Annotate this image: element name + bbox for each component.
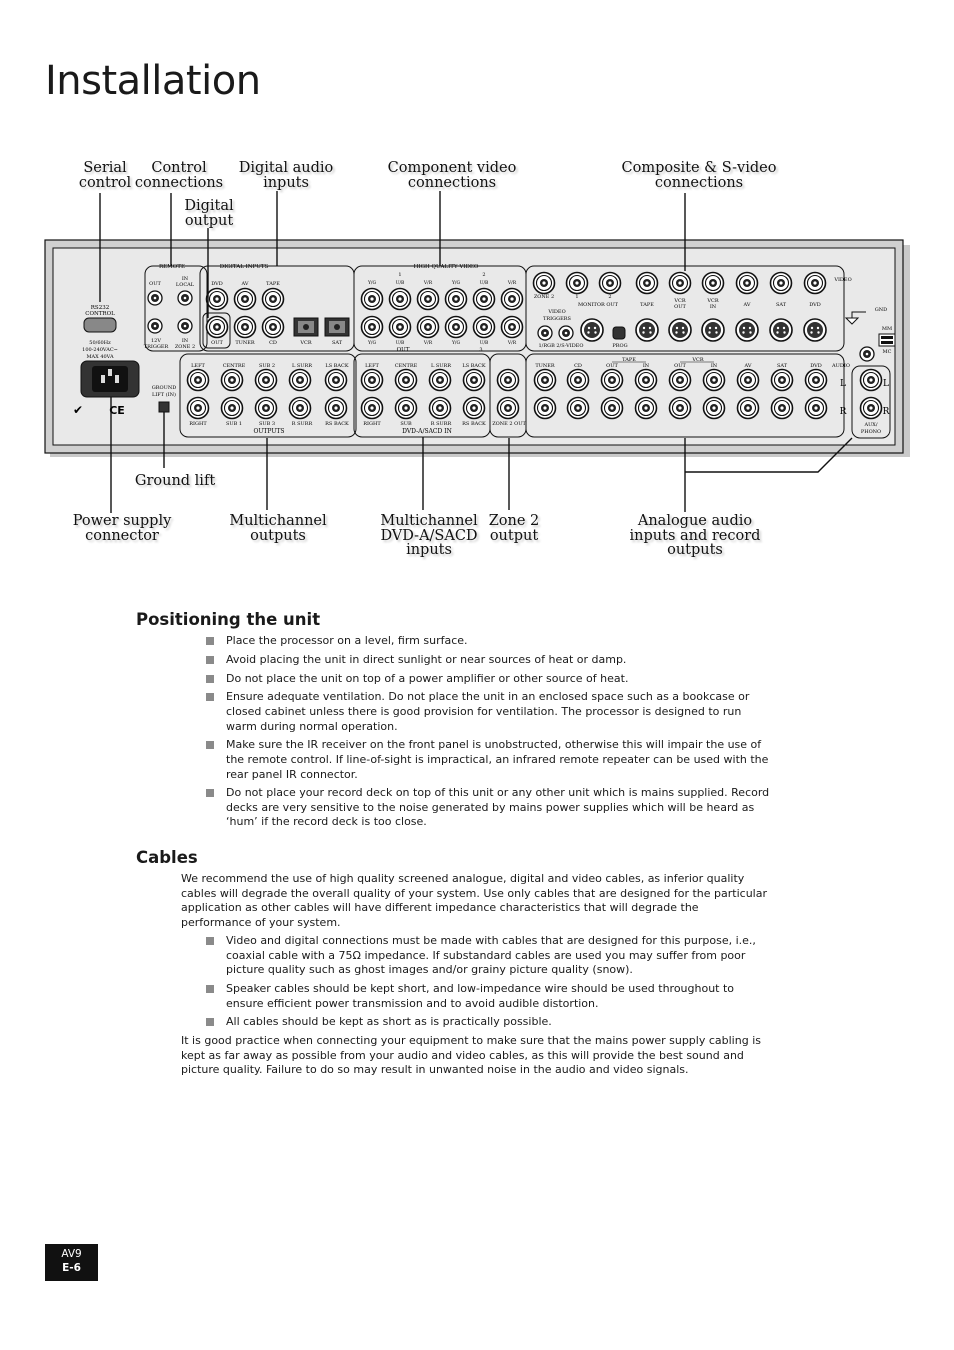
svg-text:TRIGGERS: TRIGGERS [543,316,571,322]
svg-text:OUT: OUT [149,281,161,287]
phono-gnd-post[interactable] [860,347,874,361]
svg-text:OUT: OUT [396,347,410,353]
svg-text:AV: AV [744,363,752,369]
svg-text:L: L [883,379,889,389]
svg-text:SUB 1: SUB 1 [225,421,243,427]
svg-text:U/B: U/B [395,341,405,346]
aux-phono-right-jack[interactable] [861,398,882,419]
aux-phono-left-jack[interactable] [861,370,882,391]
list-item: Do not place the unit on top of a power amplifier or other source of heat. [181,672,771,687]
svg-text:TAPE: TAPE [640,302,654,308]
svg-text:MM: MM [881,326,893,332]
cables-heading: Cables [136,848,198,867]
rs232-port[interactable] [84,318,116,332]
svg-text:U/B: U/B [479,341,489,346]
svg-text:Y/G: Y/G [451,281,461,286]
svg-text:OUT: OUT [674,363,686,369]
digital-out-jack[interactable] [207,317,228,338]
svg-text:2: 2 [608,294,612,300]
svg-text:DVD-A/SACD IN: DVD-A/SACD IN [402,428,452,435]
callout-digital-output: Digital output [184,198,234,229]
list-item: Video and digital connections must be made with cables that are designed for this purpose, i.e., coaxial cable with a 75Ω impedance. If substandard cables are used you may suffer from poor picture quality such as ghost images and/or grainy picture quality (snow). [181,934,771,978]
model-label: AV9 [61,1248,82,1260]
svg-text:AV: AV [241,281,249,287]
remote-in-zone2-jack[interactable] [178,319,192,333]
svg-text:MAX 40VA: MAX 40VA [86,354,114,360]
svg-text:DVD: DVD [211,281,223,287]
svg-text:Y/G: Y/G [451,341,461,346]
svg-text:PHONO: PHONO [860,429,882,435]
svg-text:OUT: OUT [674,304,686,310]
svg-text:1: 1 [398,272,402,278]
callout-power-supply: Power supply connector [72,513,172,544]
bullet-square-icon [206,1018,214,1026]
svg-text:L: L [840,379,846,389]
ground-lift-label: GROUND [151,385,177,391]
bullet-square-icon [206,675,214,683]
svg-text:MC: MC [882,349,892,355]
svg-text:IN: IN [709,304,717,310]
svg-text:AUX/: AUX/ [864,422,878,428]
callout-control-connections: Control connections [134,160,224,191]
zone2-out-right-jack[interactable] [498,398,519,419]
bullet-square-icon [206,637,214,645]
svg-text:MONITOR OUT: MONITOR OUT [577,302,619,308]
svg-text:CD: CD [269,340,277,346]
svg-text:TUNER: TUNER [235,340,255,346]
svg-text:TAPE: TAPE [622,357,636,363]
svg-text:VCR: VCR [674,298,686,304]
optical-in-vcr-port[interactable] [294,318,318,336]
list-item: Place the processor on a level, firm surface. [181,634,771,649]
rear-panel-diagram [0,0,954,600]
prog-button[interactable] [613,327,625,339]
callout-multichannel-inputs: Multichannel DVD-A/SACD inputs [380,513,478,558]
hqv-label: HIGH QUALITY VIDEO [413,264,479,270]
page-title: Installation [45,58,261,104]
svg-text:LS BACK: LS BACK [325,363,349,369]
svg-text:CENTRE: CENTRE [394,363,418,369]
svg-text:DVD: DVD [810,363,822,369]
callout-composite-svideo: Composite & S-video connections [621,160,777,191]
svg-text:1/RGB 2/S-VIDEO: 1/RGB 2/S-VIDEO [538,343,584,349]
svg-text:U/B: U/B [395,281,405,286]
optical-in-sat-port[interactable] [325,318,349,336]
svg-text:SUB 2: SUB 2 [258,363,276,369]
ce-mark-icon: CE [109,404,125,417]
remote-out-jack[interactable] [148,291,162,305]
svg-text:LIFT (IN): LIFT (IN) [152,392,176,398]
svg-text:LOCAL: LOCAL [175,282,195,288]
digital-in-cd-jack[interactable] [263,317,284,338]
callout-ground-lift: Ground lift [134,473,216,489]
svg-text:SUB 3: SUB 3 [258,421,276,427]
svg-text:PROG: PROG [612,343,628,349]
mains-rating-label: 50/60Hz [89,340,111,346]
svg-text:IN: IN [181,276,189,282]
ground-lift-switch[interactable] [159,402,169,412]
svg-text:IN: IN [710,363,718,369]
svg-text:GND: GND [874,307,888,313]
bullet-square-icon [206,985,214,993]
svg-text:LS BACK: LS BACK [462,363,486,369]
bullet-square-icon [206,741,214,749]
svg-text:SAT: SAT [775,302,787,308]
svg-text:IN: IN [642,363,650,369]
positioning-heading: Positioning the unit [136,610,321,629]
svg-text:RS BACK: RS BACK [462,421,486,427]
approval-mark-icon: ✔ [72,403,84,417]
svg-text:R SURR: R SURR [430,421,452,427]
zone2-out-left-jack[interactable] [498,370,519,391]
svg-text:SUB: SUB [400,421,412,427]
svg-text:SAT: SAT [331,340,343,346]
svg-text:ZONE 2 OUT: ZONE 2 OUT [492,421,526,427]
svg-text:RS BACK: RS BACK [325,421,349,427]
svg-text:IN: IN [181,338,189,344]
svg-text:R: R [839,407,847,417]
callout-analogue-audio: Analogue audio inputs and record outputs [629,513,761,558]
svg-text:L SURR: L SURR [291,363,313,369]
remote-in-local-jack[interactable] [178,291,192,305]
svg-text:VCR: VCR [300,340,312,346]
digital-in-dvd-jack[interactable] [207,289,228,310]
svg-text:CENTRE: CENTRE [222,363,246,369]
svg-text:OUTPUTS: OUTPUTS [253,428,285,435]
composite-video-jacks[interactable] [534,273,826,294]
svg-text:TUNER: TUNER [535,363,555,369]
digital-inputs-label: DIGITAL INPUTS [219,264,269,270]
svg-text:V/R: V/R [423,281,433,286]
svg-text:100-240VAC~: 100-240VAC~ [82,347,118,353]
bullet-square-icon [206,789,214,797]
svg-text:OUT: OUT [606,363,618,369]
video-trigger-2-jack[interactable] [559,326,573,340]
svg-text:RIGHT: RIGHT [189,421,207,427]
bullet-square-icon [206,693,214,701]
positioning-list [181,634,771,834]
svg-text:R: R [882,407,890,417]
svg-text:R SURR: R SURR [291,421,313,427]
bullet-square-icon [206,937,214,945]
mm-mc-switch[interactable] [879,334,895,346]
svg-text:TRIGGER: TRIGGER [143,344,169,350]
digital-in-tape-jack[interactable] [263,289,284,310]
trigger-jack[interactable] [148,319,162,333]
cables-intro: We recommend the use of high quality screened analogue, digital and video cables, as inferior quality cables will degrade the overall quality of your system. Use only cables that are designed for the particular application as other cables will have different impedance characteristics that will degrade the performance of your system. [181,872,767,929]
svg-text:V/R: V/R [507,341,517,346]
svg-text:VIDEO: VIDEO [834,277,852,283]
svg-text:3: 3 [479,347,483,353]
svg-text:LEFT: LEFT [365,363,379,369]
cables-outro: It is good practice when connecting your equipment to make sure that the mains power supply cabling is kept as far away as possible from your audio and video cables, as this will provide the best sound and picture quality. Failure to do so may result in unwanted noise in the audio and video signals. [181,1034,761,1077]
list-item: Ensure adequate ventilation. Do not place the unit in an enclosed space such as a bookcase or closed cabinet unless there is good provision for ventilation. The processor is designed to run warm during normal operation. [181,690,771,734]
digital-in-tuner-jack[interactable] [235,317,256,338]
svg-text:TAPE: TAPE [266,281,280,287]
callout-component-video: Component video connections [387,160,517,191]
svg-text:AV: AV [743,302,751,308]
svg-text:Y/G: Y/G [367,341,377,346]
rear-panel-svg [0,0,954,600]
list-item: Speaker cables should be kept short, and low-impedance wire should be used throughout to ensure efficient power transmission and to avoid audible distortion. [181,982,771,1011]
rs232-label: RS232 CONTROL [85,305,115,317]
page-number: E-6 [62,1262,81,1274]
svg-text:VCR: VCR [692,357,704,363]
svg-text:AUDIO: AUDIO [832,363,850,369]
svg-text:VIDEO: VIDEO [548,309,566,315]
svg-text:V/R: V/R [423,341,433,346]
svg-text:CD: CD [574,363,582,369]
list-item: Make sure the IR receiver on the front panel is unobstructed, otherwise this will impair the use of the remote control. If line-of-sight is impractical, an infrared remote repeater can be used with the rear panel IR connector. [181,738,771,782]
svg-text:2: 2 [482,272,486,278]
callout-zone2-output: Zone 2 output [488,513,540,544]
video-trigger-1-jack[interactable] [538,326,552,340]
cables-list [181,934,771,1034]
svg-text:L SURR: L SURR [430,363,452,369]
list-item: All cables should be kept as short as is practically possible. [181,1015,771,1030]
list-item: Do not place your record deck on top of this unit or any other unit which is mains supplied. Record decks are very sensitive to the noise generated by mains power supplies which will be heard as ‘hum’ if the record deck is too close. [181,786,771,830]
svg-text:V/R: V/R [507,281,517,286]
list-item: Avoid placing the unit in direct sunlight or near sources of heat or damp. [181,653,771,668]
callout-serial-control: Serial control [78,160,132,191]
bullet-square-icon [206,656,214,664]
svg-text:DVD: DVD [809,302,821,308]
callout-multichannel-outputs: Multichannel outputs [229,513,327,544]
page-badge [45,1244,98,1281]
svg-text:VCR: VCR [707,298,719,304]
svg-text:ZONE 2: ZONE 2 [174,344,196,350]
svg-text:OUT: OUT [211,340,223,346]
svg-text:12V: 12V [151,338,161,344]
remote-label: REMOTE [159,264,185,270]
svg-text:SAT: SAT [776,363,788,369]
svg-text:ZONE 2: ZONE 2 [533,294,555,300]
digital-in-av-jack[interactable] [235,289,256,310]
svg-text:1: 1 [575,294,579,300]
svg-text:U/B: U/B [479,281,489,286]
svg-text:RIGHT: RIGHT [363,421,381,427]
svg-text:Y/G: Y/G [367,281,377,286]
callout-digital-audio-inputs: Digital audio inputs [238,160,334,191]
svg-text:LEFT: LEFT [191,363,205,369]
